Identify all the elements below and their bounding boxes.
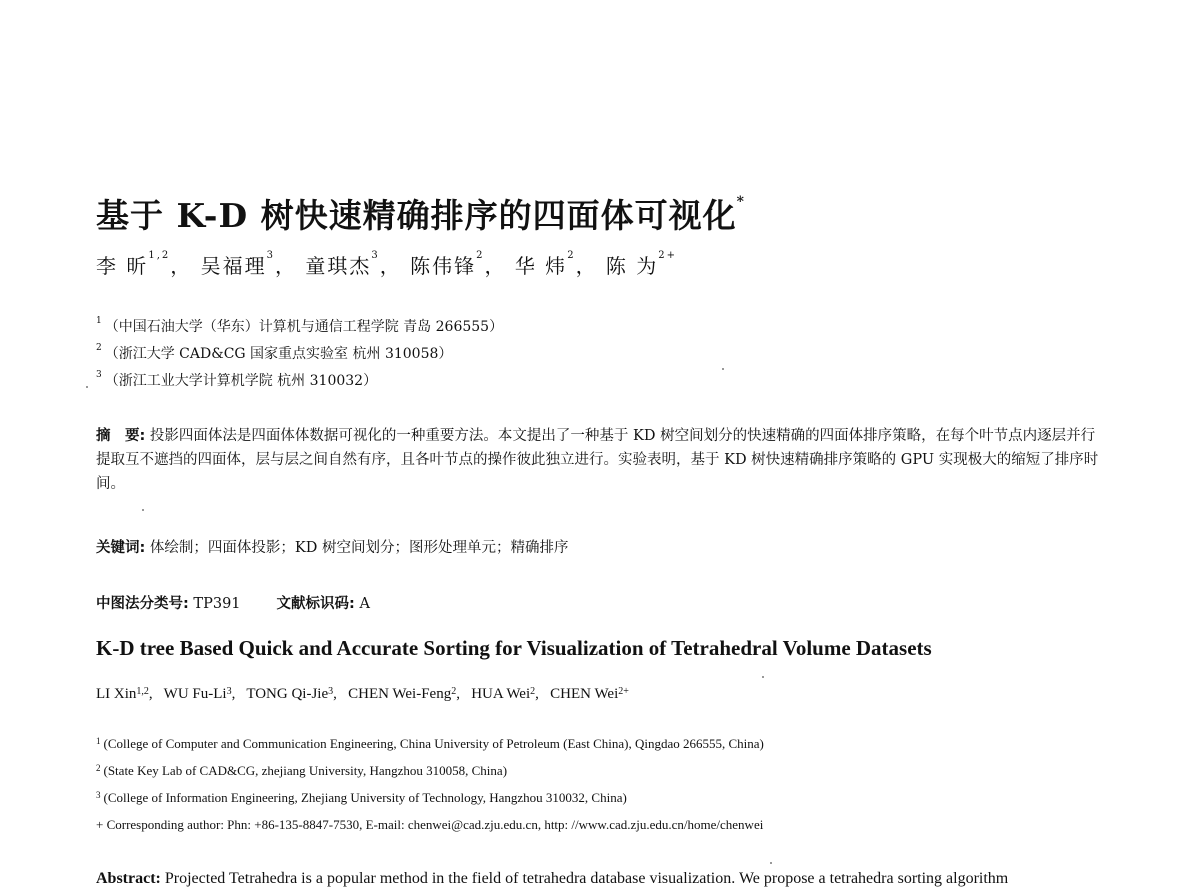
paper-title-cn [96,190,745,237]
scan-speck [770,862,772,864]
doc-code-value: A [354,596,370,612]
keywords-cn [96,536,569,557]
abstract-en-label: Abstract: [96,870,161,887]
corresponding-author: + Corresponding author: Phn: +86-135-8847-7530, E-mail: chenwei@cad.zju.edu.cn, http: //www.cad.zju.edu.cn/home/chenwei [96,817,764,832]
scan-speck [762,676,764,678]
affiliation-en-sup: 2 [96,763,101,773]
authors-cn: 李 昕$^{1,2}$， 吴福理$^3$， 童琪杰$^3$， 陈伟锋$^2$， 华 炜$^2$， 陈 为$^{2+}$ [96,250,678,278]
abstract-en-text: Projected Tetrahedra is a popular method in the field of tetrahedra database visualization. We propose a tetrahedra sorting algorithm [160,870,1009,887]
author-cn: 陈伟锋 [410,254,477,278]
clc-label: 中图法分类号: [96,596,189,612]
author-en: WU Fu-Li [163,686,227,702]
author-en-sup: 3 [328,686,334,697]
title-cn-footnote-mark: * [736,194,745,210]
affiliation-cn-text: （浙江大学 CAD&CG 国家重点实验室 杭州 310058） [104,346,453,362]
author-cn-sup: 1,2 [148,250,171,261]
scan-speck [722,368,724,370]
abstract-cn-text: 投影四面体法是四面体体数据可视化的一种重要方法。本文提出了一种基于 KD 树空间划分的快速精确的四面体排序策略，在每个叶节点内逐层并行提取互不遮挡的四面体，层与层之间自然有序，且各叶节点的操作彼此独立进行。实验表明，基于 KD 树快速精确排序策略的 GPU 实现极大的缩短了排序时间。 [96,428,1099,492]
affiliation-en-1 [96,736,764,752]
affiliation-cn-1 [96,316,503,336]
scan-speck [142,509,144,511]
affiliation-en-text: (State Key Lab of CAD&CG, zhejiang University, Hangzhou 310058, China) [103,763,508,778]
author-cn-sup: 2 [476,250,485,261]
author-en-sup: 2 [451,686,457,697]
clc-value: TP391 [188,596,241,612]
affiliation-cn-sup: 3 [96,370,102,380]
author-cn-sup: 2+ [658,250,678,261]
affiliation-cn-sup: 2 [96,343,102,353]
keywords-cn-text: 体绘制；四面体投影；KD 树空间划分；图形处理单元；精确排序 [145,540,569,556]
affiliation-cn-sup: 1 [96,316,102,326]
author-en-sup: 1,2 [136,686,149,697]
affiliation-en-2 [96,763,507,779]
keywords-cn-label: 关键词: [96,540,146,556]
author-cn: 童琪杰 [305,254,372,278]
abstract-en [96,870,1008,888]
author-cn: 陈 为 [605,254,659,278]
abstract-cn [96,424,1106,496]
author-en: TONG Qi-Jie [246,686,329,702]
authors-en: LI Xin$^{1,2}$, WU Fu-Li$^3$, TONG Qi-Jie$^3$, CHEN Wei-Feng$^2$, HUA Wei$^2$, CHEN Wei$^{2+}$ [96,686,629,702]
affiliation-cn-text: （中国石油大学（华东）计算机与通信工程学院 青岛 266555） [104,319,504,335]
author-cn: 吴福理 [200,254,267,278]
author-en-sup: 2+ [618,686,629,697]
affiliation-cn-text: （浙江工业大学计算机学院 杭州 310032） [104,373,378,389]
author-cn-sup: 3 [371,250,380,261]
affiliation-en-text: (College of Information Engineering, Zhejiang University of Technology, Hangzhou 310032, China) [103,790,627,805]
affiliation-en-3 [96,790,627,806]
scan-speck [86,386,88,388]
affiliation-en-text: (College of Computer and Communication Engineering, China University of Petroleum (East China), Qingdao 266555, China) [103,736,764,751]
author-en: LI Xin [96,686,137,702]
affiliation-en-sup: 1 [96,736,101,746]
affiliation-cn-3 [96,370,377,390]
affiliation-en-sup: 3 [96,790,101,800]
author-en-sup: 2 [530,686,536,697]
author-cn-sup: 3 [266,250,275,261]
paper-title-en: K-D tree Based Quick and Accurate Sorting for Visualization of Tetrahedral Volume Datasets [96,636,932,660]
author-en: HUA Wei [471,686,531,702]
author-en-sup: 3 [226,686,232,697]
title-cn-text: 基于 K-D 树快速精确排序的四面体可视化 [96,196,737,235]
abstract-cn-label: 摘 要: [96,428,146,444]
author-cn-sup: 2 [567,250,576,261]
classification-line [96,592,370,613]
doc-code-label: 文献标识码: [276,596,355,612]
author-cn: 华 炜 [514,254,568,278]
author-en: CHEN Wei-Feng [348,686,452,702]
affiliation-cn-2 [96,343,452,363]
author-en: CHEN Wei [550,686,619,702]
author-cn: 李 昕 [96,254,149,278]
